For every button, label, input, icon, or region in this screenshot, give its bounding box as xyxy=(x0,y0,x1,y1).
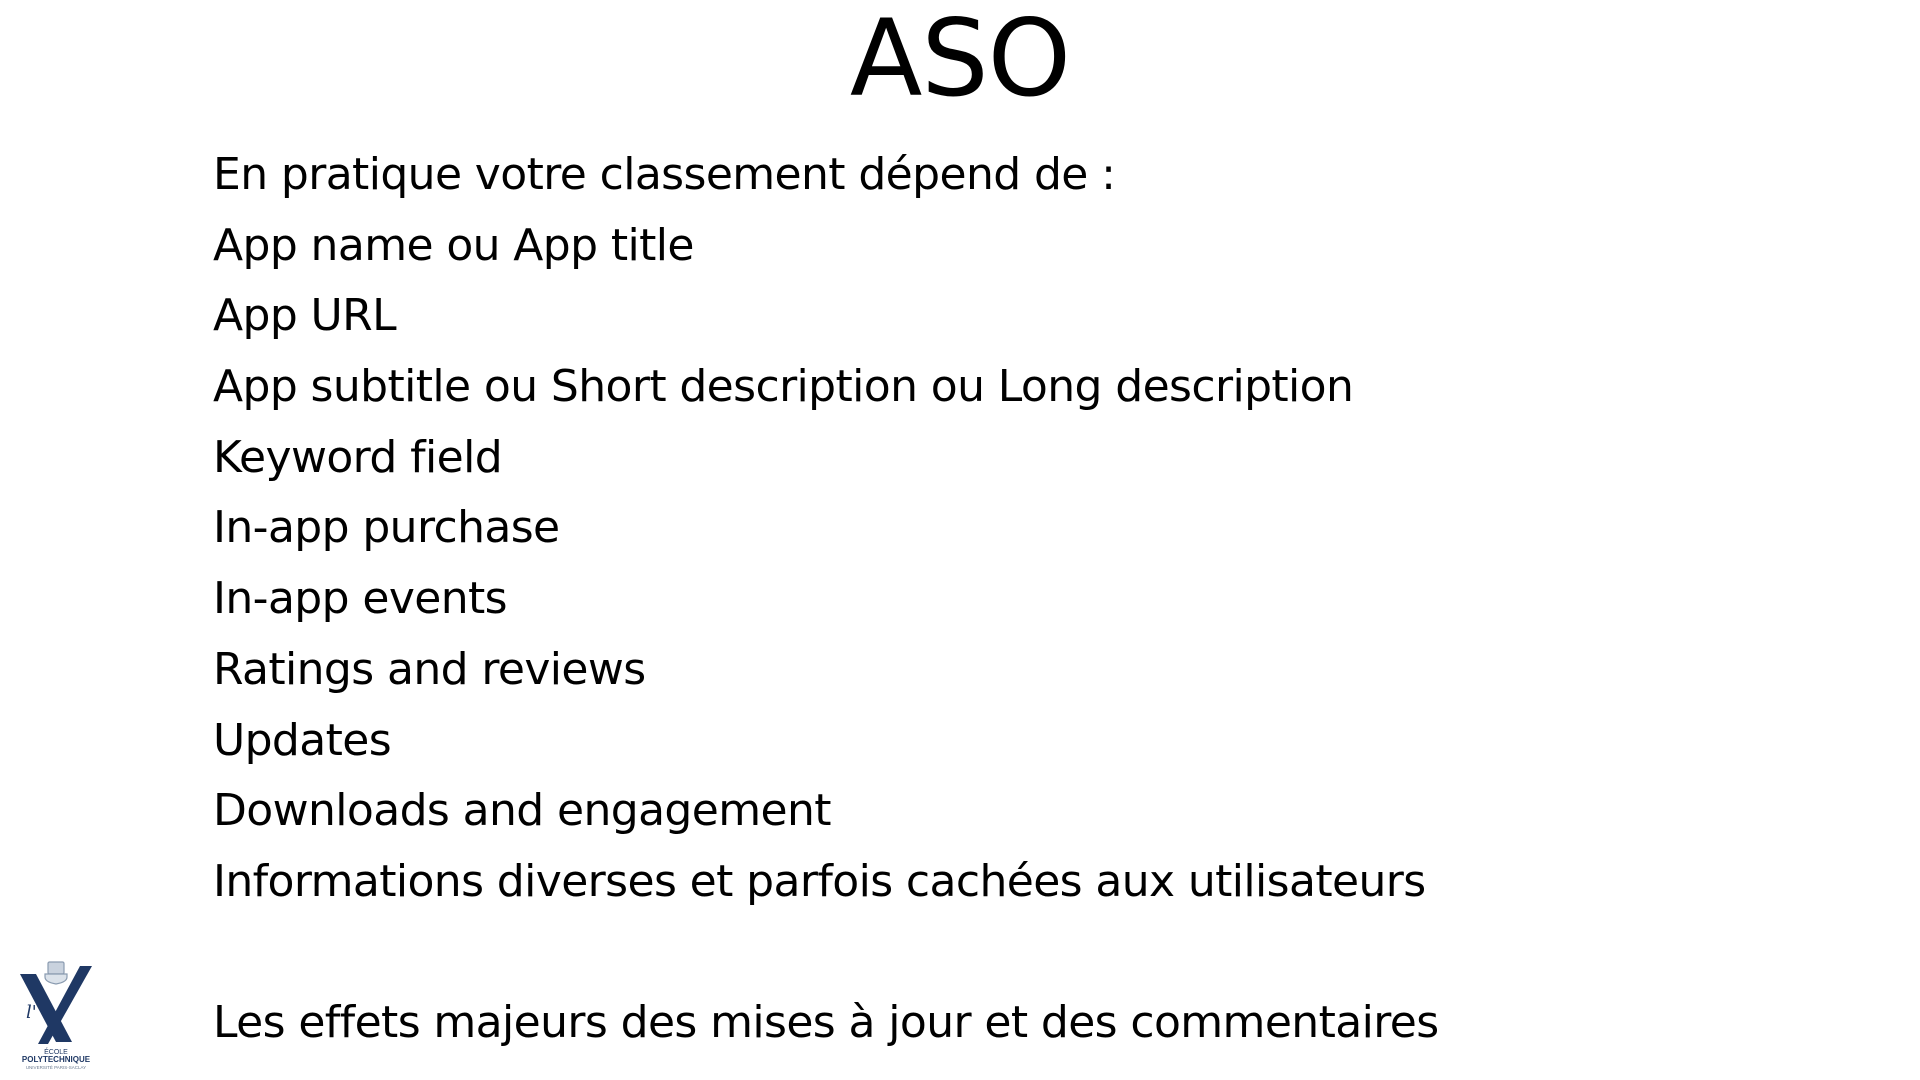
crest-icon xyxy=(45,962,67,984)
slide-body xyxy=(213,140,1813,1059)
logo-text-ecole: ÉCOLE xyxy=(44,1049,68,1056)
list-item-app-name: App name ou App title xyxy=(213,219,694,271)
closing-line: Les effets majeurs des mises à jour et des commentaires xyxy=(213,997,1439,1049)
list-item-in-app-events: In-app events xyxy=(213,573,507,625)
list-item-keyword-field: Keyword field xyxy=(213,431,503,483)
list-item-ratings-reviews: Ratings and reviews xyxy=(213,643,646,695)
intro-line: En pratique votre classement dépend de : xyxy=(213,149,1116,200)
slide-title: ASO xyxy=(849,0,1071,120)
list-item-app-url: App URL xyxy=(213,290,397,342)
logo-script-mark: l' xyxy=(26,1002,37,1023)
list-item-hidden-info: Informations diverses et parfois cachées aux utilisateurs xyxy=(213,855,1426,907)
logo-text-polytechnique: POLYTECHNIQUE xyxy=(21,1055,91,1064)
list-item-in-app-purchase: In-app purchase xyxy=(213,502,560,554)
list-item-updates: Updates xyxy=(213,714,392,766)
list-item-downloads-engagement: Downloads and engagement xyxy=(213,785,831,837)
list-item-app-subtitle: App subtitle ou Short description ou Long description xyxy=(213,361,1354,413)
blank-line xyxy=(213,918,1813,989)
logo-text-university: UNIVERSITÉ PARIS-SACLAY xyxy=(25,1065,87,1070)
ecole-polytechnique-logo xyxy=(14,960,98,1072)
